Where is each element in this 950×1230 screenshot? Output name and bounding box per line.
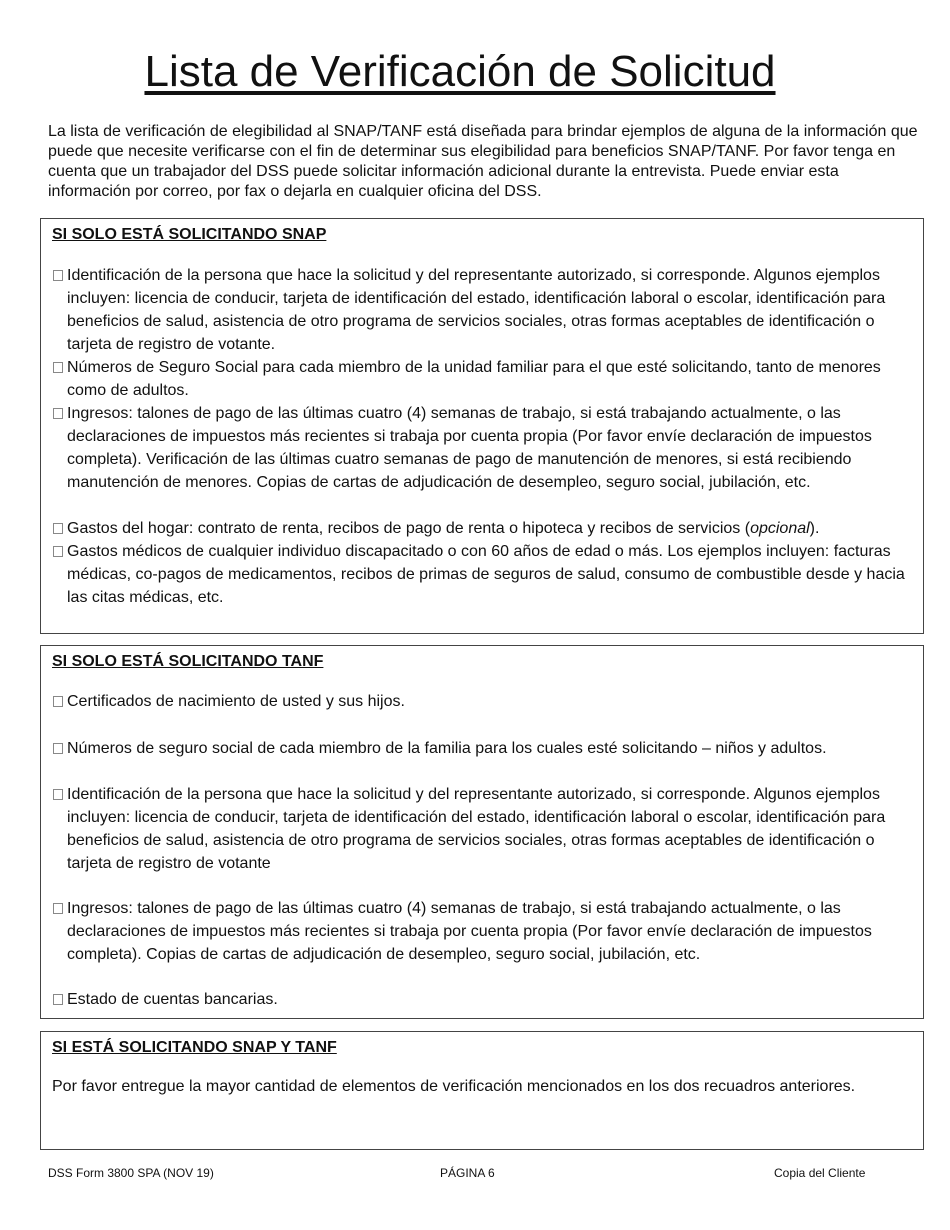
checkbox[interactable] [53, 789, 63, 800]
checklist-item-text: Identificación de la persona que hace la solicitud y del representante autorizado, si corresponde. Algunos ejemplos incluyen: licencia de conducir, tarjeta de identificación del estado, identificación laboral o escolar, identificación para beneficios de salud, asistencia de otro programa de servicios sociales, otras formas aceptables de identificación o tarjeta de registro de votante. [67, 267, 886, 353]
optional-label: opcional [750, 520, 810, 537]
snap-and-tanf-section [40, 1031, 924, 1150]
checklist-item-text: Ingresos: talones de pago de las últimas cuatro (4) semanas de trabajo, si está trabajando actualmente, o las declaraciones de impuestos más recientes si trabaja por cuenta propia (Por favor envíe declaración de impuestos completa). Verificación de las últimas cuatro semanas de pago de manutención de menores, si está recibiendo manutención de menores. Copias de cartas de adjudicación de desempleo, seguro social, jubilación, etc. [67, 405, 872, 491]
checklist-item-text-end: ). [809, 520, 820, 537]
checklist-item [53, 356, 915, 402]
checklist-item [53, 783, 915, 875]
checklist-item-text: Identificación de la persona que hace la solicitud y del representante autorizado, si corresponde. Algunos ejemplos incluyen: licencia de conducir, tarjeta de identificación del estado, identificación laboral o escolar, identificación para beneficios de salud, asistencia de otro programa de servicios sociales, otras formas aceptables de identificación o tarjeta de registro de votante [67, 786, 886, 872]
checkbox[interactable] [53, 546, 63, 557]
checkbox[interactable] [53, 523, 63, 534]
snap-only-heading: SI SOLO ESTÁ SOLICITANDO SNAP [52, 226, 327, 243]
checkbox[interactable] [53, 696, 63, 707]
tanf-only-section [40, 645, 924, 1019]
snap-only-section [40, 218, 924, 634]
page-title: Lista de Verificación de Solicitud [144, 47, 776, 96]
checklist-item [53, 737, 915, 760]
checklist-item [53, 988, 915, 1011]
checklist-item [53, 264, 915, 356]
checklist-item [53, 690, 915, 713]
checklist-item-text: Certificados de nacimiento de usted y sus hijos. [67, 693, 405, 710]
footer-page-number: PÁGINA 6 [440, 1166, 495, 1180]
checklist-item-text: Gastos del hogar: contrato de renta, recibos de pago de renta o hipoteca y recibos de servicios ( [67, 520, 751, 537]
checklist-item-text: Gastos médicos de cualquier individuo discapacitado o con 60 años de edad o más. Los ejemplos incluyen: facturas médicas, co-pagos de medicamentos, recibos de primas de seguros de salud, consumo de combustible desde y hacia las citas médicas, etc. [67, 543, 905, 606]
checklist-item-text: Números de Seguro Social para cada miembro de la unidad familiar para el que esté solicitando, tanto de menores como de adultos. [67, 359, 881, 399]
checklist-item [53, 897, 915, 966]
checkbox[interactable] [53, 994, 63, 1005]
footer-form-number: DSS Form 3800 SPA (NOV 19) [48, 1166, 214, 1180]
checklist-item-text: Estado de cuentas bancarias. [67, 991, 278, 1008]
checkbox[interactable] [53, 270, 63, 281]
checklist-item [53, 517, 915, 540]
checkbox[interactable] [53, 362, 63, 373]
checklist-item [53, 402, 915, 494]
checkbox[interactable] [53, 903, 63, 914]
checklist-item [53, 540, 915, 609]
footer-copy-label: Copia del Cliente [774, 1166, 866, 1180]
checkbox[interactable] [53, 743, 63, 754]
checkbox[interactable] [53, 408, 63, 419]
snap-and-tanf-text: Por favor entregue la mayor cantidad de elementos de verificación mencionados en los dos recuadros anteriores. [52, 1078, 856, 1095]
intro-paragraph: La lista de verificación de elegibilidad al SNAP/TANF está diseñada para brindar ejemplos de alguna de la información que puede que necesite verificarse con el fin de determinar sus elegibilidad para beneficios SNAP/TANF. Por favor tenga en cuenta que un trabajador del DSS puede solicitar información adicional durante la entrevista. Puede enviar esta información por correo, por fax o dejarla en cualquier oficina del DSS. [48, 123, 918, 200]
tanf-only-heading: SI SOLO ESTÁ SOLICITANDO TANF [52, 653, 324, 670]
snap-and-tanf-heading: SI ESTÁ SOLICITANDO SNAP Y TANF [52, 1039, 337, 1056]
checklist-item-text: Números de seguro social de cada miembro de la familia para los cuales esté solicitando – niños y adultos. [67, 740, 827, 757]
checklist-item-text: Ingresos: talones de pago de las últimas cuatro (4) semanas de trabajo, si está trabajando actualmente, o las declaraciones de impuestos más recientes si trabaja por cuenta propia (Por favor envíe declaración de impuestos completa). Copias de cartas de adjudicación de desempleo, seguro social, jubilación, etc. [67, 900, 872, 963]
